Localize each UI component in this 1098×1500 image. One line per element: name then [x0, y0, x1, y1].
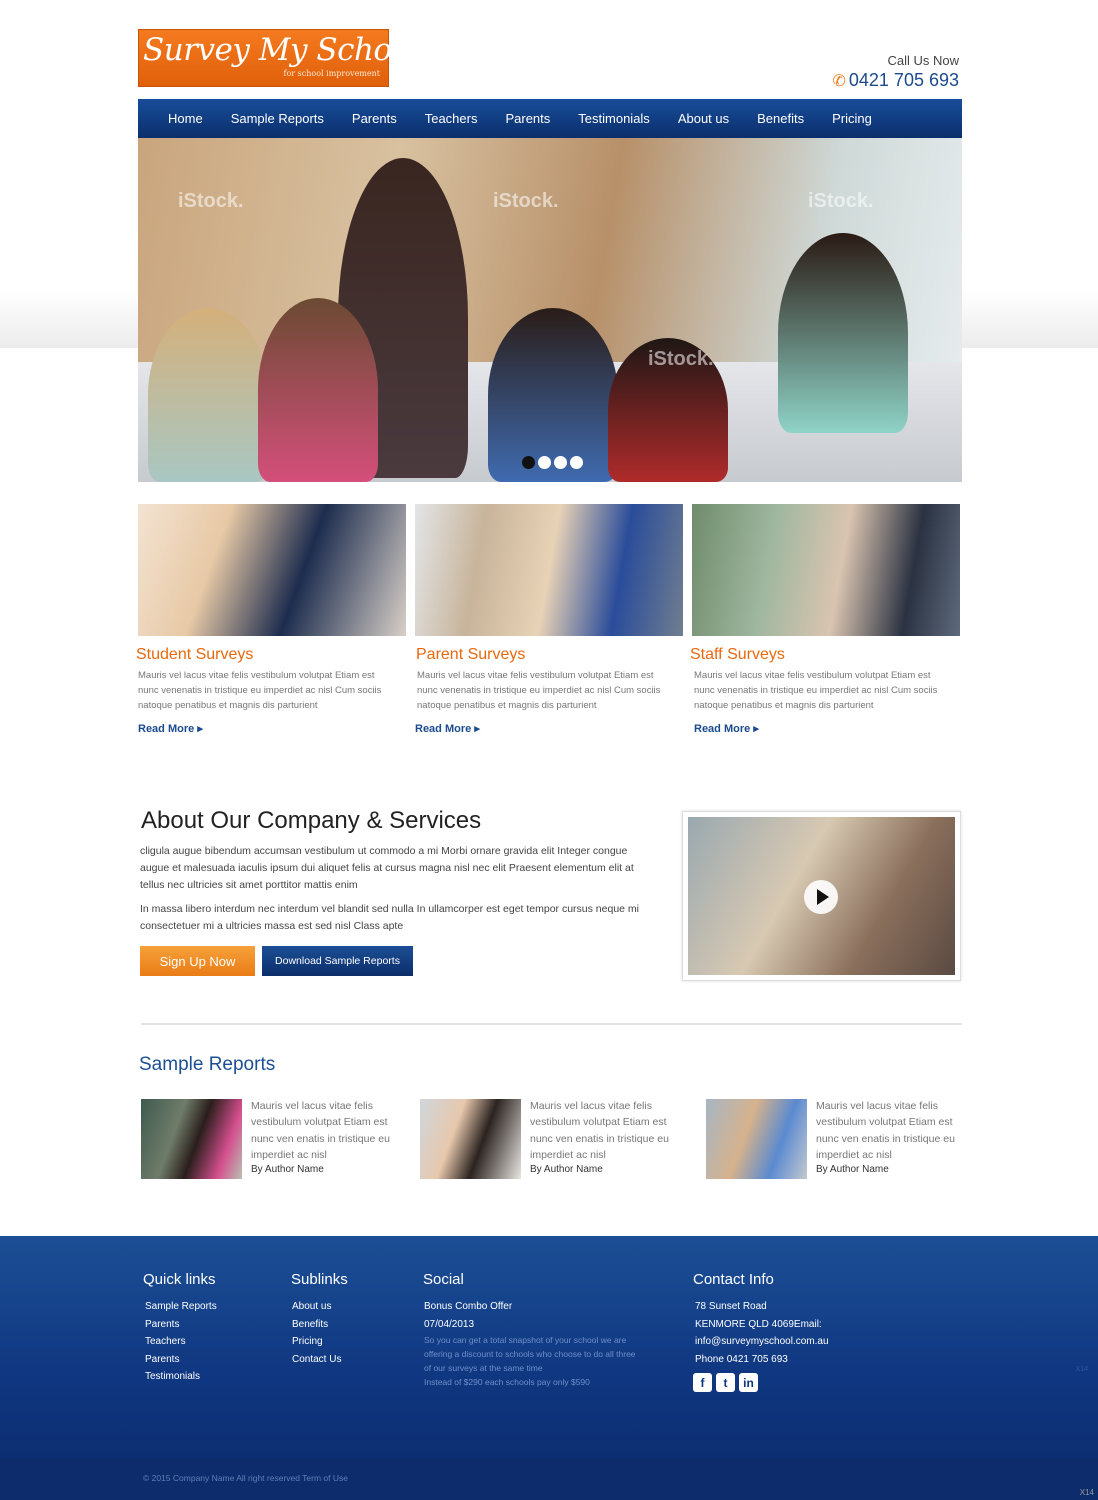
feature-card-staff [692, 504, 960, 737]
footer-link-about-us[interactable]: About us [292, 1301, 332, 1312]
offer-text-line: of our surveys at the same time [424, 1363, 543, 1373]
footer-contact [693, 1271, 829, 1392]
footer-link-teachers[interactable]: Teachers [145, 1336, 186, 1347]
card-text: Mauris vel lacus vitae felis vestibulum volutpat Etiam est nunc venenatis in tristique eu imperdiet ac nisl Cum sociis natoque penatibus et magnis dis parturient [694, 670, 938, 711]
hero-slider [138, 138, 962, 482]
footer-link-testimonials[interactable]: Testimonials [145, 1371, 201, 1382]
footer-heading: Quick links [143, 1271, 216, 1288]
footer-link-sample-reports[interactable]: Sample Reports [145, 1301, 217, 1312]
twitter-icon[interactable]: t [716, 1373, 735, 1392]
slider-dot-2[interactable] [538, 456, 551, 469]
offer-title[interactable]: Bonus Combo Offer [424, 1301, 513, 1312]
nav-about-us[interactable]: About us [677, 111, 730, 126]
video-thumbnail[interactable] [688, 817, 955, 975]
video-player [682, 811, 961, 981]
logo[interactable] [138, 29, 420, 87]
report-text: Mauris vel lacus vitae felis vestibulum volutpat Etiam est nunc ven enatis in tristique eu imperdiet ac nisl [530, 1100, 669, 1161]
corner-mark: X14 [1075, 1366, 1088, 1373]
sample-reports-title: Sample Reports [139, 1054, 276, 1075]
report-text: Mauris vel lacus vitae felis vestibulum volutpat Etiam est nunc ven enatis in tristique eu imperdiet ac nisl [251, 1100, 390, 1161]
staff-surveys-image[interactable] [692, 504, 960, 636]
hero-watermark: iStock. [493, 190, 559, 212]
slider-dot-3[interactable] [554, 456, 567, 469]
report-thumbnail[interactable] [420, 1099, 521, 1179]
student-surveys-image[interactable] [138, 504, 406, 636]
report-author: By Author Name [530, 1164, 603, 1175]
read-more-link[interactable] [415, 722, 480, 735]
hero-figure-girl-pink [258, 298, 378, 482]
offer-text-line: Instead of $290 each schools pay only $590 [424, 1377, 590, 1387]
footer-link-contact-us[interactable]: Contact Us [292, 1353, 342, 1365]
slider-dot-1[interactable] [522, 456, 535, 469]
offer-text-line: offering a discount to schools who choose to do all three [424, 1349, 636, 1359]
read-more-label: Read More [415, 723, 472, 735]
card-text: Mauris vel lacus vitae felis vestibulum volutpat Etiam est nunc venenatis in tristique eu imperdiet ac nisl Cum sociis natoque penatibus et magnis dis parturient [138, 670, 382, 711]
footer-heading: Contact Info [693, 1271, 774, 1288]
about-title: About Our Company & Services [141, 807, 482, 834]
corner-mark: X14 [1079, 1488, 1094, 1497]
contact-phone: Phone 0421 705 693 [695, 1353, 788, 1365]
caret-right-icon: ▸ [474, 723, 480, 735]
contact-email[interactable]: info@surveymyschool.com.au [695, 1336, 829, 1347]
footer-quick-links [143, 1271, 217, 1386]
feature-card-parent [415, 504, 683, 737]
contact-address-line: KENMORE QLD 4069Email: [695, 1318, 822, 1330]
footer-sublinks [291, 1271, 348, 1368]
nav-parents[interactable]: Parents [351, 111, 397, 126]
hero-figure-girl-left [148, 308, 268, 482]
logo-tagline: for school improvement [283, 69, 380, 78]
footer-social [423, 1271, 636, 1389]
feature-card-student [138, 504, 406, 737]
hero-watermark: iStock. [178, 190, 244, 212]
phone-number: 0421 705 693 [848, 70, 959, 90]
nav-benefits[interactable]: Benefits [757, 111, 805, 126]
report-thumbnail[interactable] [706, 1099, 807, 1179]
hero-watermark: iStock. [808, 190, 874, 212]
hero-figure-girl-right [778, 233, 908, 433]
footer-link-parents-2[interactable]: Parents [145, 1353, 180, 1365]
nav-testimonials[interactable]: Testimonials [578, 111, 650, 126]
report-text: Mauris vel lacus vitae felis vestibulum volutpat Etiam est nunc ven enatis in tristique eu imperdiet ac nisl [816, 1100, 955, 1161]
hero-watermark: iStock. [648, 348, 714, 370]
logo-title: Survey My School [143, 32, 420, 68]
main-nav [138, 99, 962, 138]
footer-link-parents[interactable]: Parents [145, 1318, 180, 1330]
play-icon[interactable] [804, 880, 838, 914]
linkedin-icon[interactable]: in [739, 1373, 758, 1392]
report-author: By Author Name [251, 1164, 324, 1175]
report-author: By Author Name [816, 1164, 889, 1175]
section-divider [141, 1023, 962, 1025]
facebook-icon[interactable]: f [693, 1373, 712, 1392]
parent-surveys-image[interactable] [415, 504, 683, 636]
footer-link-benefits[interactable]: Benefits [292, 1318, 329, 1330]
nav-parents-2[interactable]: Parents [505, 111, 551, 126]
footer-heading: Sublinks [291, 1271, 348, 1288]
footer-heading: Social [423, 1271, 464, 1288]
read-more-link[interactable] [694, 722, 759, 735]
card-title: Staff Surveys [690, 646, 785, 663]
copyright: © 2015 Company Name All right reserved Term of Use [143, 1473, 349, 1483]
call-label: Call Us Now [887, 53, 959, 68]
social-icons [693, 1373, 829, 1392]
phone-icon: ✆ [832, 73, 846, 90]
download-sample-reports-button[interactable]: Download Sample Reports [262, 946, 413, 976]
contact-address-line: 78 Sunset Road [695, 1301, 767, 1312]
header-phone[interactable] [832, 70, 959, 91]
read-more-label: Read More [694, 723, 751, 735]
caret-right-icon: ▸ [197, 723, 203, 735]
sign-up-button[interactable]: Sign Up Now [140, 946, 255, 976]
caret-right-icon: ▸ [753, 723, 759, 735]
read-more-label: Read More [138, 723, 195, 735]
about-paragraph: cligula augue bibendum accumsan vestibulum ut commodo a mi Morbi ornare gravida elit Integer congue augue et malesuada iaculis ipsum dui aliquet felis at cursus magna nisl nec elit Praesent elementum elit at tellus nec ultricies sit amet porttitor mattis enim [140, 845, 634, 891]
card-title: Student Surveys [136, 646, 254, 663]
nav-pricing[interactable]: Pricing [832, 111, 872, 126]
card-text: Mauris vel lacus vitae felis vestibulum volutpat Etiam est nunc venenatis in tristique eu imperdiet ac nisl Cum sociis natoque penatibus et magnis dis parturient [417, 670, 661, 711]
report-thumbnail[interactable] [141, 1099, 242, 1179]
read-more-link[interactable] [138, 722, 203, 735]
slider-dots [522, 456, 583, 469]
nav-teachers[interactable]: Teachers [424, 111, 478, 126]
slider-dot-4[interactable] [570, 456, 583, 469]
about-paragraph: In massa libero interdum nec interdum vel blandit sed nulla In ullamcorper est eget tempor cursus neque mi consectetuer mi a ultricies massa est sed nisl Class apte [140, 903, 640, 932]
nav-sample-reports[interactable]: Sample Reports [230, 111, 324, 126]
card-title: Parent Surveys [416, 646, 526, 663]
nav-home[interactable]: Home [168, 111, 203, 126]
footer-link-pricing[interactable]: Pricing [292, 1336, 323, 1347]
offer-text-line: So you can get a total snapshot of your school we are [424, 1335, 627, 1345]
offer-date: 07/04/2013 [424, 1318, 475, 1330]
